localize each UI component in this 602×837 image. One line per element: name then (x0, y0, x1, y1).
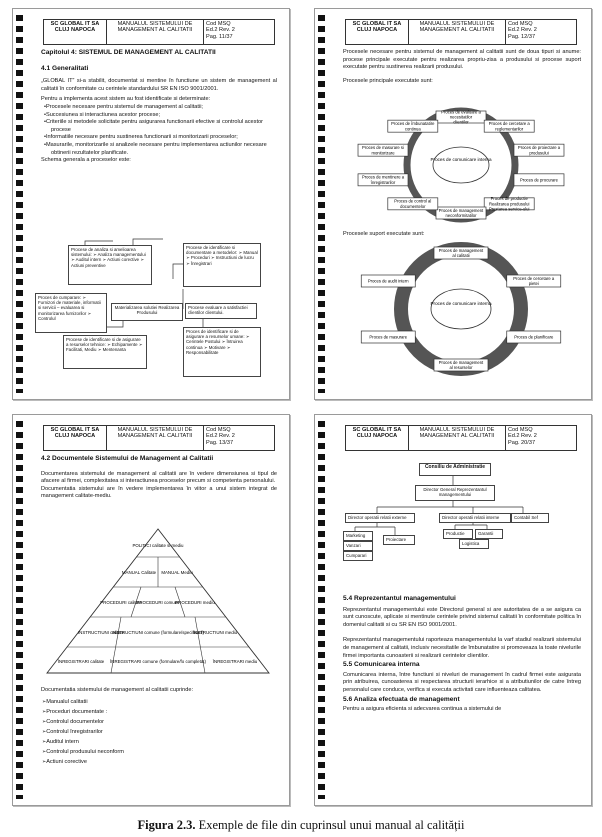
org-garantii: Garantii (475, 529, 503, 539)
process-label: Proces de mentinere a (361, 174, 405, 180)
manual-page-20 (314, 414, 592, 806)
header-edition: Ed.2 Rev. 2 (508, 433, 537, 440)
paragraph: Documentatia sistemului are în vedere implementarea în viitor a unui sistem integrat de management calitate-mediu. (41, 485, 277, 500)
header-manual: MANUALUL SISTEMULUI DE MANAGEMENT AL CALITATII (107, 20, 204, 44)
pyramid-label: ÎNREGISTRARI comune (formulare/fo completat) (110, 659, 206, 664)
page-header (43, 425, 275, 451)
section-title: 4.2 Documentele Sistemului de Management al Calitatii (41, 455, 214, 462)
process-label: pietei (528, 281, 539, 287)
pyramid-label: PROCEDURI calitate (100, 600, 142, 605)
paragraph: Documentatia sistemului de management al calitatii cuprinde: (41, 687, 194, 693)
document-list (41, 697, 277, 767)
paragraph: Schema generala a proceselor este: (41, 157, 131, 164)
paragraph: Documentarea sistemului de management al calitatii are în vedere dimensiunea si tipul de afacere al firmei, complexitatea si interactiunea proceselor precum si competenta personalului. (41, 470, 277, 485)
pyramid-label: PROCEDURI comune (136, 600, 180, 605)
process-label: reglementarilor (495, 126, 524, 132)
org-director: Director General Reprezentantul managementului (415, 485, 495, 501)
diagram-box-documentation: Procese de identificare si documentare a metodelor: ➢ Manual ➢ Proceduri ➢ Instructiuni de lucru ➢ Înregistrari (183, 243, 261, 287)
process-label: Proces de masurare (369, 334, 408, 340)
manual-page-11 (12, 8, 290, 400)
diagram-box-realization: Materializarea solutiei Realizarea Produsului (111, 303, 183, 321)
pyramid-label: MANUAL Mediu (161, 570, 193, 575)
header-manual: MANUALUL SISTEMULUI DE MANAGEMENT AL CALITATII (409, 20, 506, 44)
section-title: 5.4 Reprezentantul managementului (343, 595, 456, 602)
org-marketing: Marketing (343, 531, 373, 541)
process-label: clientilor (453, 119, 469, 125)
spiral-binding (318, 15, 325, 393)
center-process: Proces de comunicare interna (430, 157, 492, 162)
paragraph: Procesele necesare pentru sistemul de management al calitatii sunt de doua tipuri si anume: procese principale executate pentru realizarea propriu-zisa a produsului si procese suport executate pentru sustinerea realizarii produsului. (343, 49, 581, 71)
list-item: ➢ Proceduri documentate : (51, 707, 277, 717)
caption-text: Exemple de file din cuprinsul unui manual al calității (195, 818, 465, 832)
process-label: necesitatilor (449, 114, 473, 120)
paragraph: Pentru a implementa acest sistem au fost identificate si determinate: (41, 96, 211, 103)
pyramid-label: ÎNREGISTRARI calitate (57, 659, 105, 664)
process-label: neconformitatilor (445, 213, 477, 219)
list-item: ➢ Controlul produsului neconform (51, 747, 277, 757)
org-accountant: Contabil Sef (511, 513, 549, 523)
paragraph: Comunicarea interna, între functiuni si niveluri de management în cadrul firmei este asigurata prin atribuirea, cunoasterea si respectarea structurii ierarhice si a atributiunilor de catre întreg personalul care conduce, verifica si executa activitati care influenteaza calitatea. (343, 671, 581, 693)
process-label: Proces de audit intern (367, 278, 409, 284)
list-item: • Informatiile necesare pentru sustinerea functionarii si monitorizarii proceselor; (51, 134, 277, 142)
list-item: ➢ Actiuni corective (51, 757, 277, 767)
header-code: Cod MSQ (508, 21, 533, 27)
pyramid-label: INSTRUCTIUNI mediu (192, 630, 238, 635)
diagram-box-human-resources: Proces de identificare si de asigurare a resurselor umane: ➢ Cerintele Postului ➢ Întruirea continua ➢ Motivare ➢ Responsabilitate (183, 327, 261, 377)
process-label: Proces de planificare (514, 334, 554, 340)
documentation-pyramid (43, 527, 273, 677)
process-label: Prestarea service-ului (488, 206, 530, 212)
org-dir-ext: Director operatii relatii externe (345, 513, 415, 523)
paragraph: Reprezentantul managementului este Directorul general si are autoritatea de a se asigura ca sunt cunoscute, aplicate si mentinute cerintele privind sistemul calitatii în conformitate politica în domeniul calitatii si cu SR EN ISO 9001/2001. (343, 606, 581, 628)
process-label: continua (404, 126, 421, 132)
process-label: documentelor (400, 203, 426, 209)
process-label: Proces de control al (394, 198, 432, 204)
page-header (345, 19, 577, 45)
header-code: Cod MSQ (206, 427, 231, 433)
pyramid-label: INSTRUCTIUNI comune (formulare/specificatii) (112, 630, 204, 635)
paragraph: Reprezentantul managementului raporteaza managementului la varf stadiul realizarii sistemului de management al calitatii, inclusiv necesitatile de îmbunatatire si promoveaza la toate nivelurile firmei importanta cunoasterii si realizarii cerintelor clientilor. (343, 637, 581, 659)
header-company: SC GLOBAL IT SA CLUJ NAPOCA (346, 426, 409, 450)
process-label: Proces de proiectare a (517, 145, 561, 151)
org-productie: Productie (443, 529, 473, 539)
process-label: Proces de evaluare a (441, 109, 481, 115)
paragraph: Procesele suport executate sunt: (343, 231, 425, 237)
figure-caption (0, 818, 602, 833)
caption-label: Figura 2.3. (137, 818, 196, 832)
process-label: Proces de productie (490, 196, 528, 202)
list-item: • Criteriile si metodele solicitate pentru asigurarea functionarii efective si controlul acestor procese (51, 119, 277, 134)
process-label: Realizarea produsului (488, 201, 530, 207)
org-dir-int: Director operatii relatii interne (439, 513, 511, 523)
header-code: Cod MSQ (508, 427, 533, 433)
process-label: Proces de masurare si (362, 145, 404, 151)
header-edition: Ed.2 Rev. 2 (508, 27, 537, 34)
list-item: • Masurarile, monitorizarile si analizele necesare pentru implementarea actiunilor necesare obtinerii rezultatelor planificate. (51, 142, 277, 157)
paragraph: Procesele principale executate sunt: (343, 77, 433, 84)
support-process-diagram (343, 241, 579, 379)
main-process-diagram (343, 105, 579, 227)
process-label: al resurselor (449, 365, 473, 371)
header-manual: MANUALUL SISTEMULUI DE MANAGEMENT AL CALITATII (107, 426, 204, 450)
section-title: 5.5 Comunicarea interna (343, 661, 420, 669)
header-company: SC GLOBAL IT SA CLUJ NAPOCA (346, 20, 409, 44)
pyramid-label: INSTRUCTIUNI calitate (77, 630, 125, 635)
process-label: Proces de cercetare a (488, 121, 530, 127)
org-board: Consiliu de Administratie (419, 463, 491, 476)
header-page: Pag. 13/37 (206, 439, 234, 446)
manual-page-13 (12, 414, 290, 806)
header-edition: Ed.2 Rev. 2 (206, 433, 235, 440)
header-code: Cod MSQ (206, 21, 231, 27)
manual-page-12 (314, 8, 592, 400)
header-company: SC GLOBAL IT SA CLUJ NAPOCA (44, 20, 107, 44)
diagram-box-satisfaction: Procese evaluare a satisfactiei clientilor clientului. (185, 303, 257, 319)
list-item: • Succesiunea si interactiunea acestor procese; (51, 112, 277, 120)
pyramid-label: POLITICI calitate si mediu (132, 543, 184, 548)
paragraph: Pentru a asigura eficienta si adecvarea continua a sistemului de (343, 706, 502, 713)
org-cumparari: Cumparari (343, 551, 373, 561)
list-item: ➢ Controlul înregistrarilor (51, 727, 277, 737)
center-process: Proces de comunicare interna (430, 301, 492, 306)
list-item: ➢ Auditul intern (51, 737, 277, 747)
paragraph: „GLOBAL IT” si-a stabilit, documentat si mentine în functiune un sistem de management al calitatii în conformitate cu cerintele standardului SR EN ISO 9001/2001. (41, 78, 277, 92)
org-proiectare: Proiectare (383, 535, 415, 545)
diagram-box-analysis: Procese de analiza si amelioarea sistemului: ➢ Analiza managementului ➢ Auditul intern ➢ Actiuni corective ➢ Actiuni preventive (68, 245, 152, 285)
section-title: 4.1 Generalitati (41, 64, 89, 72)
process-label: al calitatii (452, 253, 470, 259)
diagram-box-technical-resources: Procese de identificare si de asigurare a resurselor tehnice: ➢ Echipamente ➢ Facilitati, Mediu ➢ Mentenanta (63, 335, 147, 369)
header-page: Pag. 12/37 (508, 33, 536, 40)
process-label: Proces de management (438, 247, 484, 253)
section-title: 5.6 Analiza efectuata de management (343, 695, 460, 703)
process-label: Proces de procurare (520, 177, 558, 183)
list-item: ➢ Manualul calitatii (51, 697, 277, 707)
list-item: • Procesele necesare pentru sistemul de management al calitatii; (51, 104, 277, 112)
org-vanzari: Vanzari (343, 541, 373, 551)
diagram-box-purchasing: Proces de cumparare: ➢ Furnizori de materiale, informatii si servicii – evaluarea si monitorizarea furnizorilor ➢ Controlul (35, 293, 107, 333)
org-logistica: Logistica (459, 539, 489, 549)
pyramid-label: PROCEDURI mediu (175, 600, 215, 605)
process-label: Proces de îmbunatatire (391, 121, 435, 127)
pyramid-label: MANUAL Calitate (121, 570, 157, 575)
process-label: înregistrarilor (370, 179, 396, 185)
process-label: monitorizare (371, 150, 395, 156)
chapter-title: Capitolul 4: SISTEMUL DE MANAGEMENT AL CALITATII (41, 49, 216, 56)
header-page: Pag. 20/37 (508, 439, 536, 446)
header-page: Pag. 11/37 (206, 33, 233, 40)
header-company: SC GLOBAL IT SA CLUJ NAPOCA (44, 426, 107, 450)
spiral-binding (16, 421, 23, 799)
header-edition: Ed.2 Rev. 2 (206, 27, 235, 34)
pyramid-label: ÎNREGISTRARI mediu (212, 659, 258, 664)
list-item: ➢ Controlul documentelor (51, 717, 277, 727)
header-manual: MANUALUL SISTEMULUI DE MANAGEMENT AL CALITATII (409, 426, 506, 450)
process-label: Proces de management (438, 359, 484, 365)
process-label: Proces de cercetare a (513, 275, 555, 281)
process-label: produsului (529, 150, 549, 156)
process-label: Proces de management (438, 207, 484, 213)
